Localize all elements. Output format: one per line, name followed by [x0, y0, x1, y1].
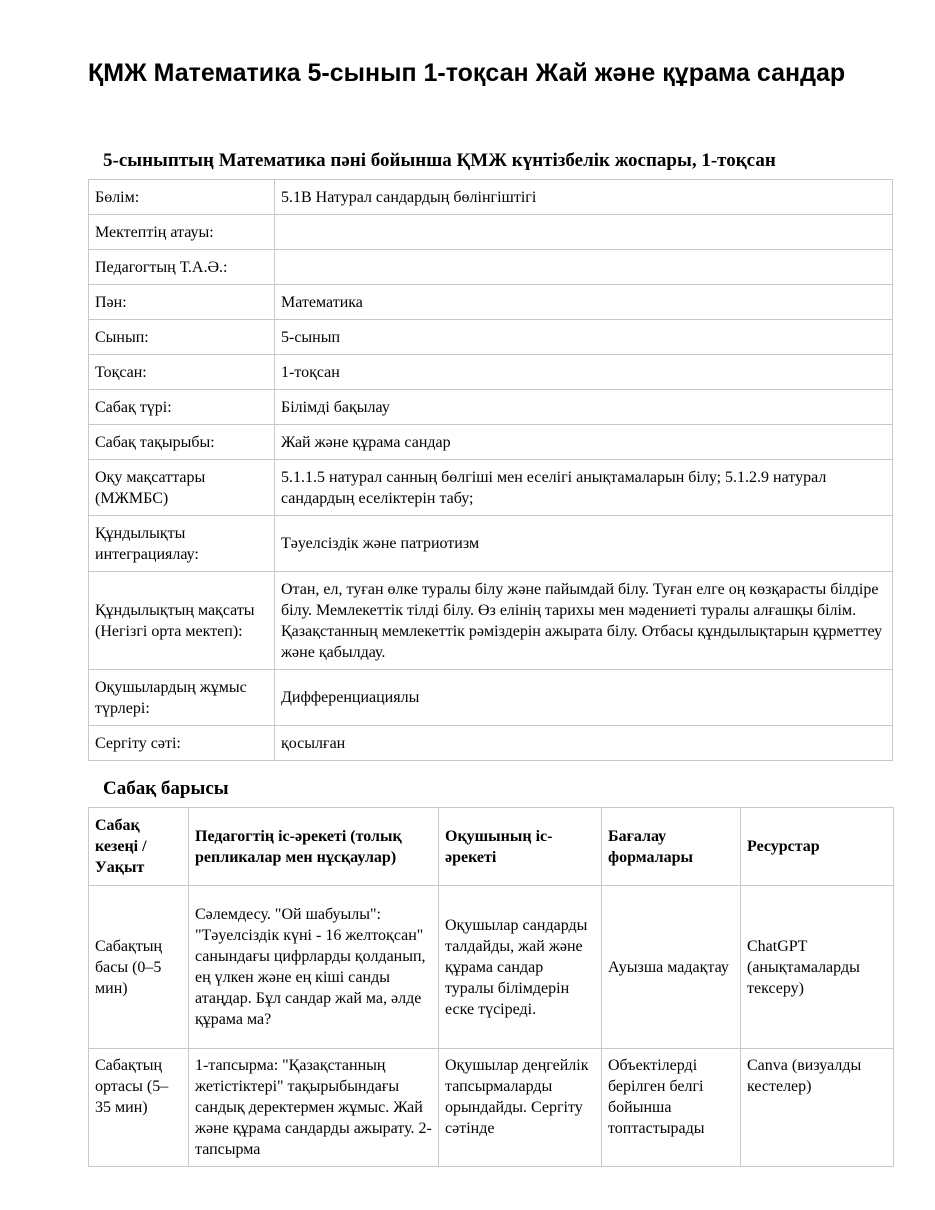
info-value: [275, 250, 893, 285]
info-value: Математика: [275, 285, 893, 320]
lesson-row: [89, 1049, 894, 1167]
col-header-stage: Сабақ кезеңі / Уақыт: [89, 808, 189, 886]
info-value: [275, 215, 893, 250]
info-value: 1-тоқсан: [275, 355, 893, 390]
col-header-student: Оқушының іс-әрекеті: [439, 808, 602, 886]
resources: ChatGPT (анықтамаларды тексеру): [741, 886, 894, 1049]
info-label: Құндылықты интеграциялау:: [89, 516, 275, 572]
info-label: Сынып:: [89, 320, 275, 355]
info-value: Дифференциациялы: [275, 670, 893, 726]
teacher-activity: Сәлемдесу. "Ой шабуылы": "Тәуелсіздік күні - 16 желтоқсан" санындағы цифрларды қолданып, ең үлкен және ең кіші санды атаңдар. Бұл сандар жай ма, әлде құрама ма?: [189, 886, 439, 1049]
col-header-assessment: Бағалау формалары: [602, 808, 741, 886]
document-title: ҚМЖ Математика 5-сынып 1-тоқсан Жай және құрама сандар: [88, 59, 846, 87]
info-row: [89, 320, 893, 355]
info-value: Тәуелсіздік және патриотизм: [275, 516, 893, 572]
info-row: [89, 250, 893, 285]
col-header-resources: Ресурстар: [741, 808, 894, 886]
info-value: Білімді бақылау: [275, 390, 893, 425]
info-label: Пән:: [89, 285, 275, 320]
resources: Canva (визуалды кестелер): [741, 1049, 894, 1167]
plan-heading: 5-сыныптың Математика пәні бойынша ҚМЖ күнтізбелік жоспары, 1-тоқсан: [103, 150, 776, 171]
info-row: [89, 425, 893, 460]
assessment-form: Ауызша мадақтау: [602, 886, 741, 1049]
col-header-teacher: Педагогтің іс-әрекеті (толық репликалар мен нұсқаулар): [189, 808, 439, 886]
lesson-heading: Сабақ барысы: [103, 778, 229, 799]
info-label: Мектептің атауы:: [89, 215, 275, 250]
student-activity: Оқушылар деңгейлік тапсырмаларды орындайды. Сергіту сәтінде: [439, 1049, 602, 1167]
info-label: Құндылықтың мақсаты (Негізгі орта мектеп):: [89, 572, 275, 670]
info-label: Оқу мақсаттары (МЖМБС): [89, 460, 275, 516]
info-value: 5.1.1.5 натурал санның бөлгіші мен еселігі анықтамаларын білу; 5.1.2.9 натурал сандардың еселіктерін табу;: [275, 460, 893, 516]
lesson-stage: Сабақтың ортасы (5–35 мин): [89, 1049, 189, 1167]
student-activity: Оқушылар сандарды талдайды, жай және құрама сандар туралы білімдерін еске түсіреді.: [439, 886, 602, 1049]
info-row: [89, 180, 893, 215]
lesson-table: [88, 807, 894, 1167]
info-label: Тоқсан:: [89, 355, 275, 390]
info-label: Оқушылардың жұмыс түрлері:: [89, 670, 275, 726]
info-label: Бөлім:: [89, 180, 275, 215]
info-value: 5.1В Натурал сандардың бөлінгіштігі: [275, 180, 893, 215]
assessment-form: Объектілерді берілген белгі бойынша топтастырады: [602, 1049, 741, 1167]
info-value: 5-сынып: [275, 320, 893, 355]
info-table: [88, 179, 893, 761]
info-label: Сергіту сәті:: [89, 726, 275, 761]
info-row: [89, 460, 893, 516]
info-value: қосылған: [275, 726, 893, 761]
teacher-activity: 1-тапсырма: "Қазақстанның жетістіктері" тақырыбындағы сандық деректермен жұмыс. Жай және құрама сандарды ажырату. 2-тапсырма: [189, 1049, 439, 1167]
info-row: [89, 726, 893, 761]
info-row: [89, 572, 893, 670]
info-value: Жай және құрама сандар: [275, 425, 893, 460]
info-row: [89, 285, 893, 320]
info-row: [89, 390, 893, 425]
info-label: Педагогтың Т.А.Ә.:: [89, 250, 275, 285]
lesson-row: [89, 886, 894, 1049]
info-row: [89, 355, 893, 390]
info-row: [89, 670, 893, 726]
info-row: [89, 215, 893, 250]
lesson-stage: Сабақтың басы (0–5 мин): [89, 886, 189, 1049]
info-row: [89, 516, 893, 572]
info-label: Сабақ түрі:: [89, 390, 275, 425]
info-label: Сабақ тақырыбы:: [89, 425, 275, 460]
info-value: Отан, ел, туған өлке туралы білу және пайымдай білу. Туған елге оң көзқарасты білдіре білу. Мемлекеттік тілді білу. Өз елінің тарихы мен мәдениеті туралы алғашқы білім. Қазақстанның мемлекеттік рәміздерін ажырата білу. Отбасы құндылықтарын құрметтеу және қабылдау.: [275, 572, 893, 670]
lesson-header-row: [89, 808, 894, 886]
